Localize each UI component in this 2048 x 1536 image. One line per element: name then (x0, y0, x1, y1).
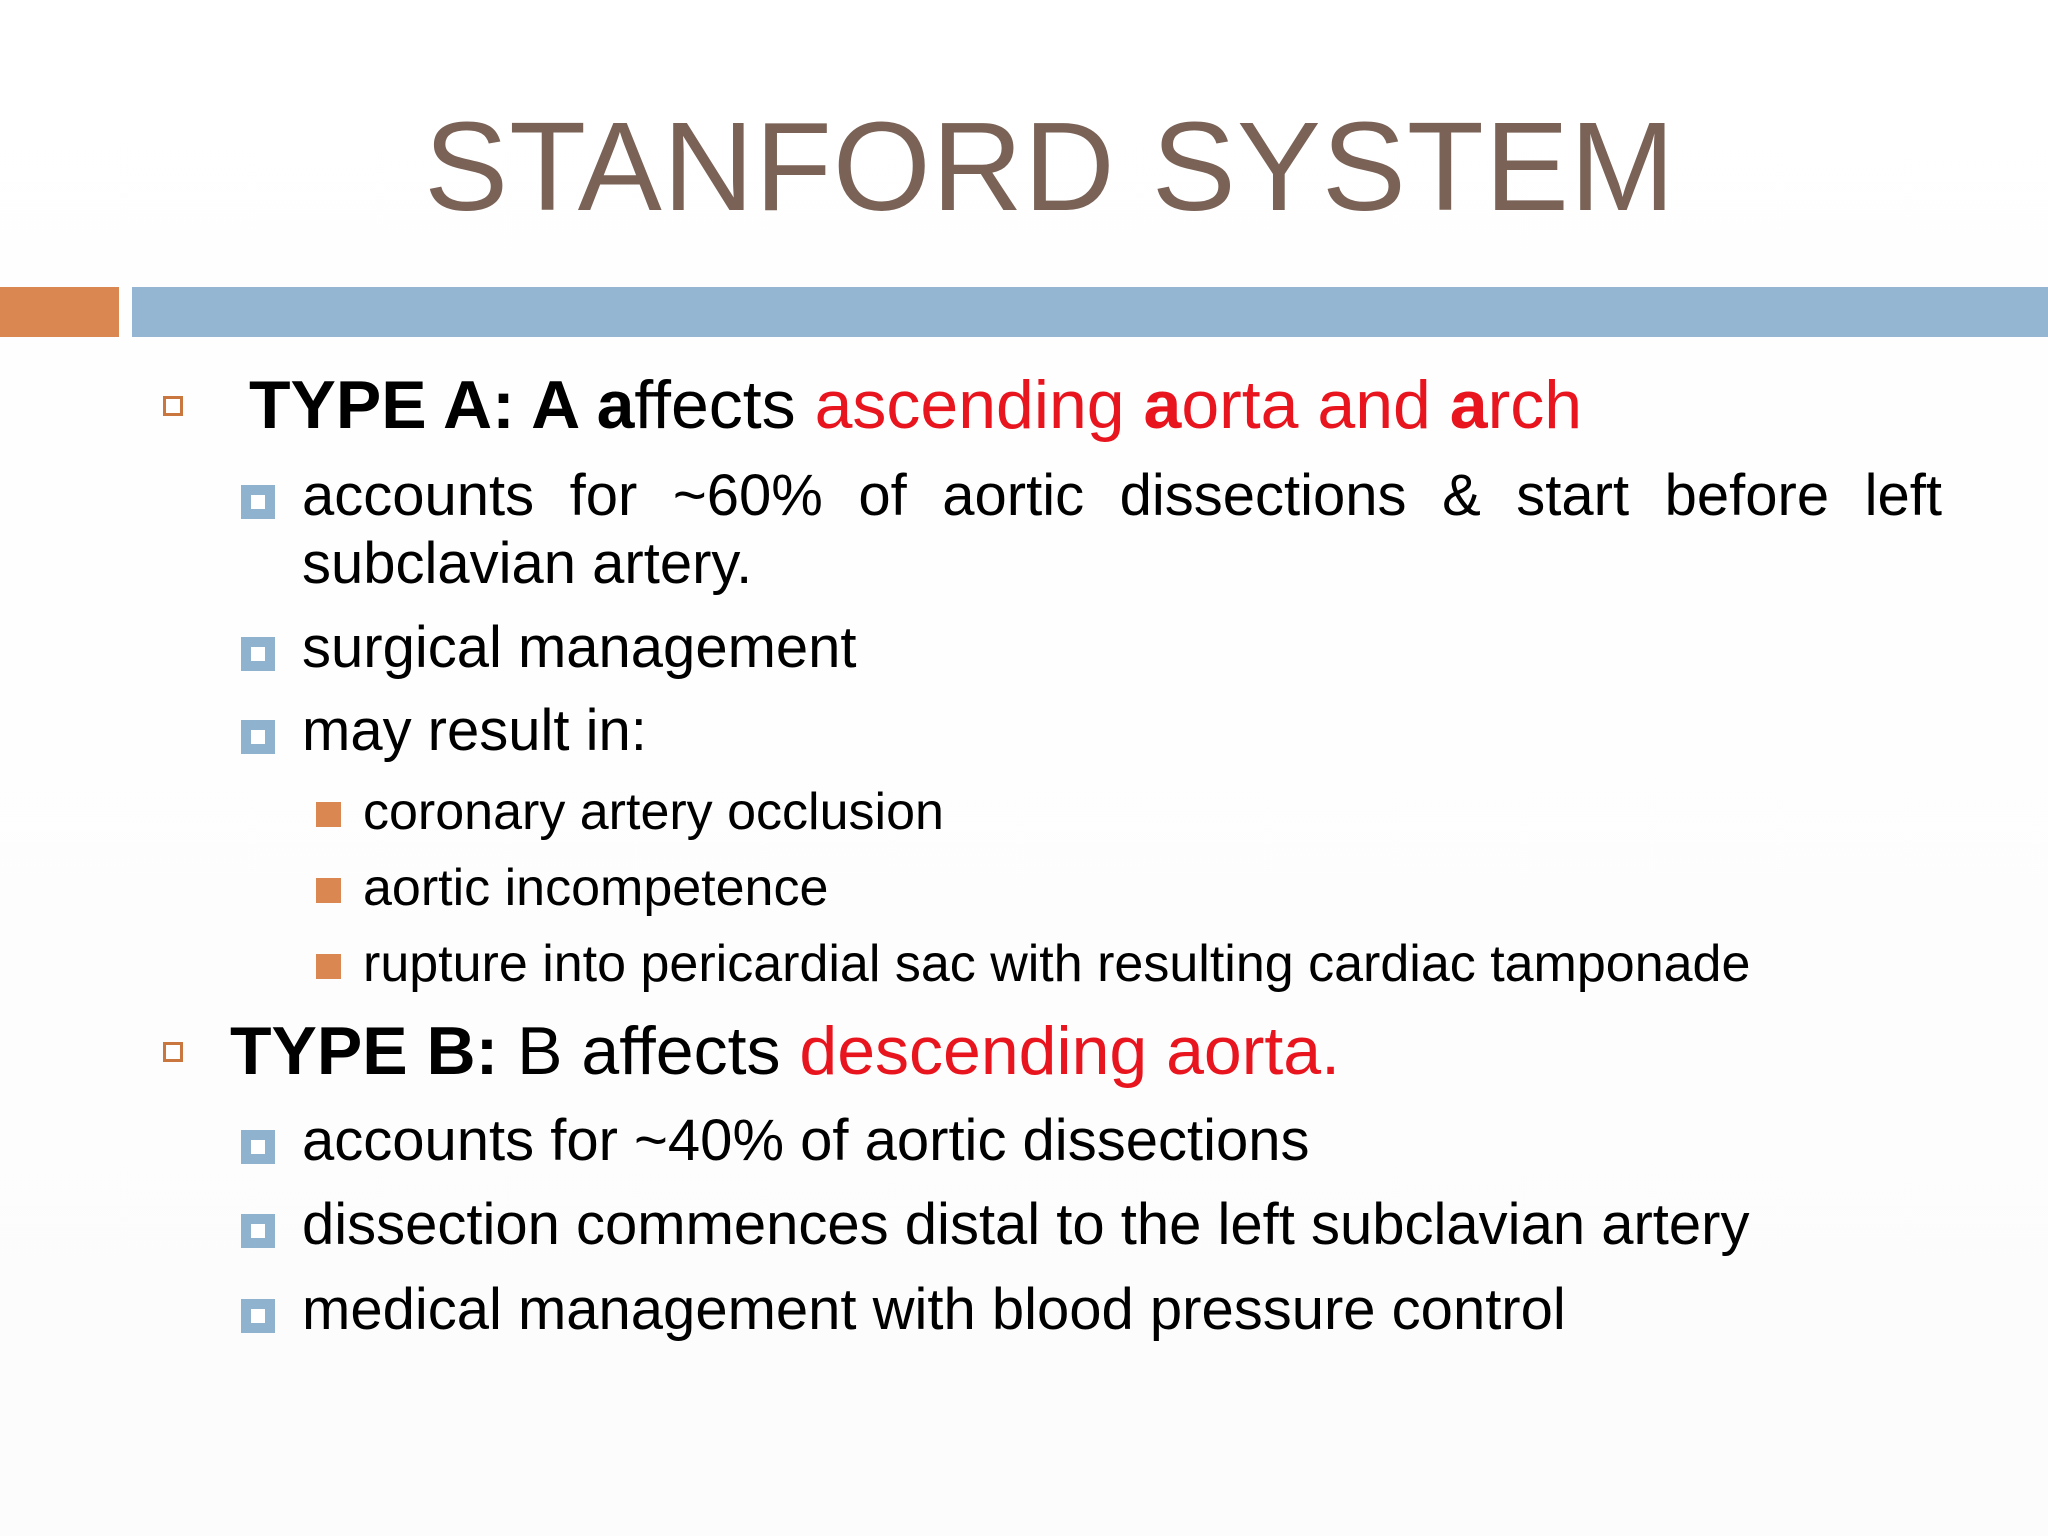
type-a-affects: ffects (634, 367, 815, 443)
accent-bar-orange (0, 287, 119, 337)
type-a-subitem-1-text: coronary artery occlusion (363, 783, 944, 841)
type-a-item-1-line-2: subclavian artery. (302, 531, 753, 596)
orange-filled-square-icon (316, 878, 341, 903)
type-a-emphasis-arch: a (1449, 367, 1488, 443)
type-a-item-2-text: surgical management (302, 615, 857, 680)
accent-bar-blue (132, 287, 2048, 337)
type-b-item-3-text: medical management with blood pressure control (302, 1277, 1566, 1342)
type-a-ascending: ascending (814, 367, 1144, 443)
type-a-item-3-text: may result in: (302, 698, 647, 763)
hollow-square-icon (163, 1042, 183, 1062)
slide-title: STANFORD SYSTEM (424, 96, 1676, 237)
orange-filled-square-icon (316, 802, 341, 827)
type-b-affects: B affects (498, 1013, 800, 1089)
blue-hollow-square-icon (241, 637, 275, 671)
type-b-label: TYPE B: (230, 1013, 499, 1089)
type-a-label: TYPE A: A (249, 367, 597, 443)
type-b-item-2-text: dissection commences distal to the left subclavian artery (302, 1192, 1750, 1257)
blue-hollow-square-icon (241, 720, 275, 754)
type-a-subitem-2-text: aortic incompetence (363, 859, 829, 917)
type-a-heading-text (249, 365, 1582, 445)
blue-hollow-square-icon (241, 1130, 275, 1164)
blue-hollow-square-icon (241, 1214, 275, 1248)
type-a-subitem-3-text: rupture into pericardial sac with resulting cardiac tamponade (363, 935, 1751, 993)
orange-filled-square-icon (316, 954, 341, 979)
type-a-emphasis-aorta: a (1143, 367, 1182, 443)
type-a-item-1-text (302, 462, 1942, 598)
type-b-heading-text (230, 1011, 1340, 1091)
type-b-descending: descending aorta. (799, 1013, 1340, 1089)
blue-hollow-square-icon (241, 1299, 275, 1333)
blue-hollow-square-icon (241, 485, 275, 519)
type-b-item-1-text: accounts for ~40% of aortic dissections (302, 1108, 1310, 1173)
type-a-emphasis-a: a (596, 367, 635, 443)
type-a-aorta-and: orta and (1181, 367, 1450, 443)
type-a-rch: rch (1487, 367, 1583, 443)
type-a-item-1-line-1: accounts for ~60% of aortic dissections & start before left (302, 463, 1942, 528)
hollow-square-icon (163, 396, 183, 416)
